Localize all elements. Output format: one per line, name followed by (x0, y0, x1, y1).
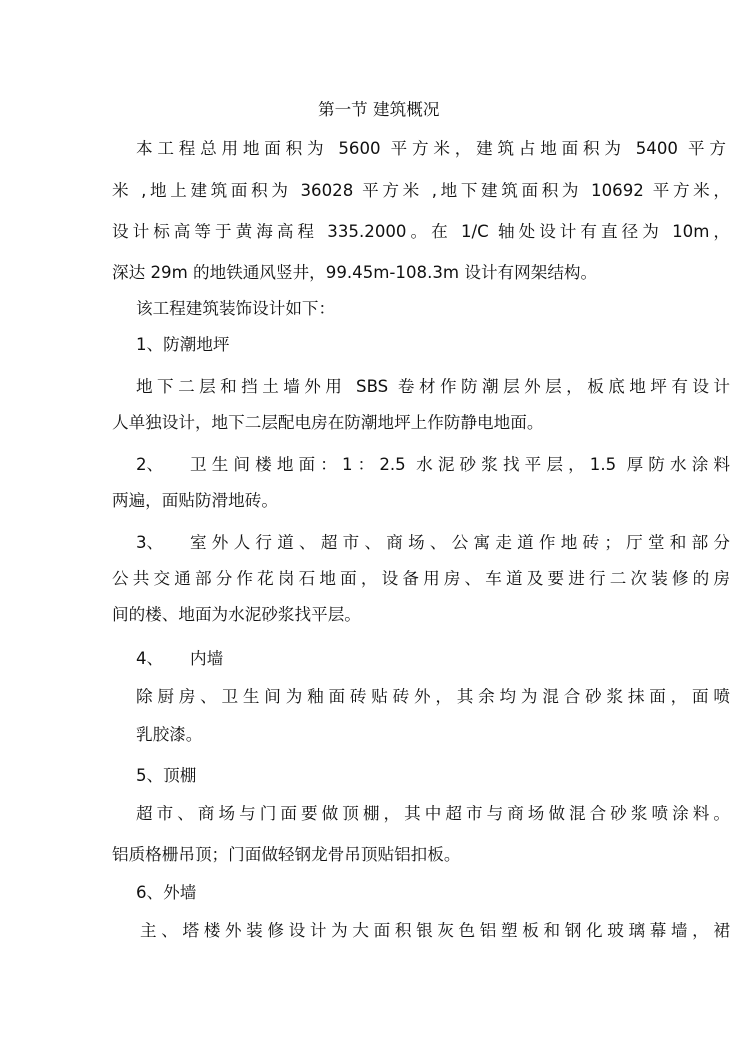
section-2-line-2: 两遍，面贴防滑地砖。 (112, 491, 278, 510)
section-6-heading: 6、外墙 (136, 883, 197, 902)
section-1-heading: 1、防潮地坪 (136, 335, 230, 354)
para1-line-1: 本工程总用地面积为 5600 平方米，建筑占地面积为 5400 平方 (136, 139, 726, 158)
section-4-heading: 内墙 (190, 649, 224, 668)
para1-line-2: 米 ,地上建筑面积为 36028 平方米 ,地下建筑面积为 10692 平方米， (112, 181, 730, 200)
section-3-line-2: 公共交通部分作花岗石地面，设备用房、车道及要进行二次装修的房 (112, 569, 730, 588)
section-2-number: 2、 (136, 455, 164, 474)
section-4-line-2: 乳胶漆。 (136, 725, 203, 744)
para1-line-4: 深达 29m 的地铁通风竖井，99.45m-108.3m 设计有网架结构。 (112, 263, 598, 282)
section-1-line-1: 地下二层和挡土墙外用 SBS 卷材作防潮层外层，板底地坪有设计 (136, 377, 730, 396)
section-6-line-1: 主、塔楼外装修设计为大面积银灰色铝塑板和钢化玻璃幕墙，裙 (140, 921, 730, 940)
section-title: 第一节 建筑概况 (318, 100, 440, 119)
intro-line: 该工程建筑装饰设计如下： (136, 299, 336, 318)
section-5-line-2: 铝质格栅吊顶；门面做轻钢龙骨吊顶贴铝扣板。 (112, 845, 461, 864)
section-3-number: 3、 (136, 533, 164, 552)
section-4-line-1: 除厨房、卫生间为釉面砖贴砖外，其余均为混合砂浆抹面，面喷 (136, 687, 730, 706)
section-2-line-1: 卫生间楼地面：1：2.5 水泥砂浆找平层，1.5 厚防水涂料 (190, 455, 730, 474)
section-5-line-1: 超市、商场与门面要做顶棚，其中超市与商场做混合砂浆喷涂料。 (136, 804, 730, 823)
section-1-line-2: 人单独设计，地下二层配电房在防潮地坪上作防静电地面。 (112, 413, 544, 432)
section-3-line-3: 间的楼、地面为水泥砂浆找平层。 (112, 605, 361, 624)
section-5-heading: 5、顶棚 (136, 766, 197, 785)
section-3-line-1: 室外人行道、超市、商场、公寓走道作地砖；厅堂和部分 (190, 533, 730, 552)
section-4-number: 4、 (136, 649, 164, 668)
para1-line-3: 设计标高等于黄海高程 335.2000。在 1/C 轴处设计有直径为 10m， (112, 222, 730, 241)
